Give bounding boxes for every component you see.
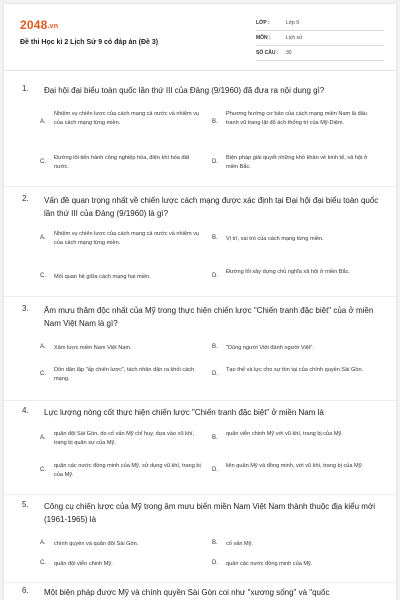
option-text: Biện pháp giải quyết những khó khăn về kinh tế, xã hội ở miền Bắc.: [226, 155, 368, 170]
option-letter: A.: [40, 344, 46, 350]
header-divider: [4, 70, 396, 71]
option-text: quân đội viễn chinh Mỹ.: [54, 561, 113, 567]
document-title: Đề thi Học kì 2 Lịch Sử 9 có đáp án (Đề 3): [20, 39, 159, 46]
option-text: quân viễn chinh Mỹ với vũ khí, trang bị của Mỹ.: [226, 431, 343, 437]
meta-row-class: [256, 16, 384, 31]
site-logo[interactable]: [20, 18, 58, 32]
document-header: [18, 14, 386, 64]
question-5: [18, 500, 384, 580]
option-letter: B.: [212, 435, 218, 441]
option-letter: A.: [40, 435, 46, 441]
option-letter: C.: [40, 159, 46, 165]
option-letter: B.: [212, 344, 218, 350]
question-text: Lực lượng nòng cốt thực hiện chiến lược "Chiến tranh đặc biệt" ở miền Nam là: [44, 408, 324, 417]
question-divider: [4, 296, 396, 297]
meta-key: LỚP :: [256, 20, 270, 26]
option-text: Nhiệm vụ chiến lược của cách mạng cả nước và nhiệm vụ của cách mạng từng miền.: [54, 231, 200, 246]
option-text: quân các nước đồng minh của Mỹ.: [226, 561, 313, 567]
logo-tld: .vn: [47, 23, 59, 30]
option-text: Đường lối tiến hành công nghiệp hóa, điện khí hóa đất nước.: [54, 155, 190, 170]
option-letter: C.: [40, 273, 46, 279]
meta-key: SỐ CÂU :: [256, 50, 279, 56]
option-letter: C.: [40, 560, 46, 566]
question-1: [18, 84, 384, 184]
option-letter: D.: [212, 371, 218, 377]
question-divider: [4, 400, 396, 401]
option-letter: C.: [40, 371, 46, 377]
option-text: "Dùng người Việt đánh người Việt".: [226, 345, 314, 351]
question-number: 2.: [22, 194, 29, 203]
meta-row-count: [256, 46, 384, 61]
question-number: 3.: [22, 304, 29, 313]
document-meta: [256, 16, 384, 61]
question-text: Vấn đề quan trọng nhất về chiến lược cách mạng được xác định tại Đại hội đại biểu toàn quốc lần thứ III của Đảng (9/1960) là gì?: [44, 196, 379, 218]
option-letter: D.: [212, 159, 218, 165]
option-text: chính quyền và quân đội Sài Gòn.: [54, 541, 139, 547]
meta-value: Lịch sử: [286, 35, 303, 41]
option-text: Vị trí, vai trò của cách mạng từng miền.: [226, 236, 324, 242]
question-text: Đại hội đại biểu toàn quốc lần thứ III của Đảng (9/1960) đã đưa ra nội dung gì?: [44, 86, 325, 95]
option-text: Xâm lược miền Nam Việt Nam.: [54, 345, 132, 351]
question-3: [18, 304, 384, 400]
meta-value: Lớp 9: [286, 20, 300, 26]
option-text: quân đội Sài Gòn, do cố vấn Mỹ chỉ huy, dựa vào vũ khí, trang bị quân sự của Mỹ.: [54, 431, 195, 446]
option-letter: A.: [40, 540, 46, 546]
option-letter: A.: [40, 119, 46, 125]
option-text: cố vấn Mỹ.: [226, 541, 254, 547]
question-number: 6.: [22, 586, 29, 595]
option-letter: A.: [40, 235, 46, 241]
option-letter: B.: [212, 540, 218, 546]
question-divider: [4, 186, 396, 187]
option-letter: D.: [212, 467, 218, 473]
option-text: Nhiệm vụ chiến lược của cách mạng cả nước và nhiệm vụ của cách mạng từng miền.: [54, 111, 200, 126]
question-6: [18, 586, 384, 600]
meta-key: MÔN :: [256, 35, 271, 41]
question-number: 4.: [22, 406, 29, 415]
document-page: [4, 4, 396, 600]
question-number: 5.: [22, 500, 29, 509]
option-letter: B.: [212, 235, 218, 241]
question-divider: [4, 582, 396, 583]
option-text: liên quân Mỹ và đồng minh, với vũ khí, trang bị của Mỹ.: [226, 463, 364, 469]
option-text: Dồn dân lập "ấp chiến lược", tách nhân dân ra khỏi cách mạng.: [54, 367, 195, 382]
meta-value: 30: [286, 50, 292, 56]
question-2: [18, 194, 384, 294]
option-text: Mối quan hệ giữa cách mạng hai miền.: [54, 274, 151, 280]
option-text: Đường lối xây dựng chủ nghĩa xã hội ở miền Bắc.: [226, 269, 350, 275]
question-divider: [4, 494, 396, 495]
option-letter: C.: [40, 467, 46, 473]
option-text: Phương hướng cơ bản của cách mạng miền Nam là đấu tranh vũ trang lật đổ ách thống trị của Mỹ-Diệm.: [226, 111, 368, 126]
question-text: Công cụ chiến lược của Mỹ trong âm mưu biến miền Nam Việt Nam thành thuộc địa kiểu mới (1961-1965) là: [44, 502, 375, 524]
option-letter: D.: [212, 273, 218, 279]
question-number: 1.: [22, 84, 29, 93]
option-letter: B.: [212, 119, 218, 125]
question-4: [18, 406, 384, 496]
meta-row-subject: [256, 31, 384, 46]
logo-text: 2048: [20, 18, 48, 32]
question-text: Một biện pháp được Mỹ và chính quyền Sài Gòn coi như "xương sống" và "quốc: [44, 588, 330, 597]
option-letter: D.: [212, 560, 218, 566]
question-text: Âm mưu thâm độc nhất của Mỹ trong thực hiện chiến lược "Chiến tranh đặc biệt" của ở miền Nam Việt Nam là gì?: [44, 306, 374, 328]
option-text: quân các nước đồng minh của Mỹ, sử dụng vũ khí, trang bị của Mỹ.: [54, 463, 201, 478]
option-text: Tạo thế và lực cho sự tồn tại của chính quyền Sài Gòn.: [226, 367, 364, 373]
